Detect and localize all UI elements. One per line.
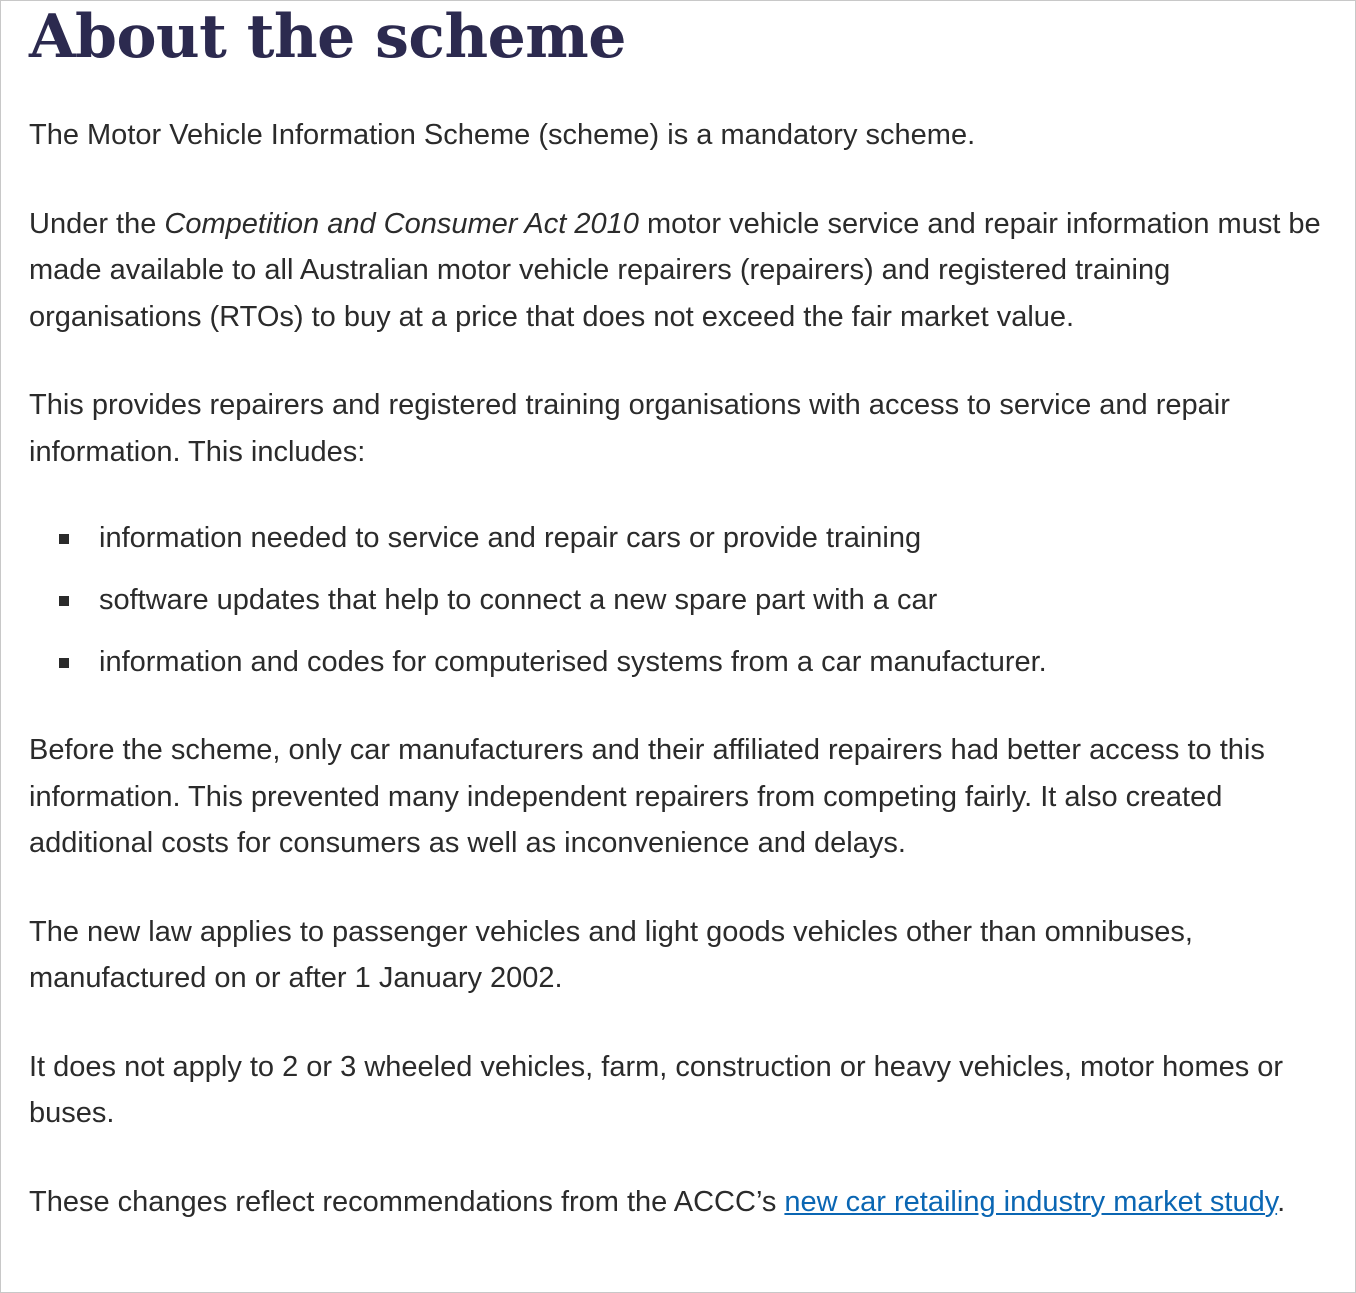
access-paragraph: This provides repairers and registered training organisations with access to service and repair information. This includes:: [29, 389, 1230, 468]
market-study-link[interactable]: new car retailing industry market study: [784, 1185, 1278, 1218]
list-item: [29, 639, 1329, 685]
recommendations-lead: These changes reflect recommendations from the ACCC’s: [29, 1185, 785, 1218]
recommendations-end: .: [1277, 1185, 1286, 1218]
includes-list: [29, 515, 1329, 685]
list-item: [29, 515, 1329, 561]
article-content: [29, 0, 1329, 1225]
act-paragraph-body: motor vehicle service and repair information must be made available to all Australian motor vehicle repairers (repairers) and registered training organisations (RTOs) to buy at a price that does not exceed the fair market value.: [29, 207, 1321, 333]
history-paragraph: Before the scheme, only car manufacturers and their affiliated repairers had better access to this information. This prevented many independent repairers from competing fairly. It also created additional costs for consumers as well as inconvenience and delays.: [29, 734, 1265, 859]
recommendations-paragraph: [29, 1179, 1329, 1226]
list-item: [29, 577, 1329, 623]
square-bullet-icon: [59, 658, 69, 668]
square-bullet-icon: [59, 596, 69, 606]
act-paragraph-lead: Under the: [29, 207, 165, 240]
list-item-text: information needed to service and repair cars or provide training: [99, 522, 922, 554]
exclusions-paragraph: It does not apply to 2 or 3 wheeled vehicles, farm, construction or heavy vehicles, motor homes or buses.: [29, 1050, 1284, 1129]
list-item-text: software updates that help to connect a new spare part with a car: [99, 584, 938, 616]
act-name: Competition and Consumer Act 2010: [164, 207, 639, 240]
square-bullet-icon: [59, 534, 69, 544]
list-item-text: information and codes for computerised systems from a car manufacturer.: [99, 646, 1047, 678]
page-title: About the scheme: [29, 2, 626, 72]
intro-paragraph: The Motor Vehicle Information Scheme (scheme) is a mandatory scheme.: [29, 119, 976, 151]
applies-paragraph: The new law applies to passenger vehicles and light goods vehicles other than omnibuses, manufactured on or after 1 January 2002.: [29, 915, 1193, 994]
act-paragraph: [29, 201, 1329, 341]
